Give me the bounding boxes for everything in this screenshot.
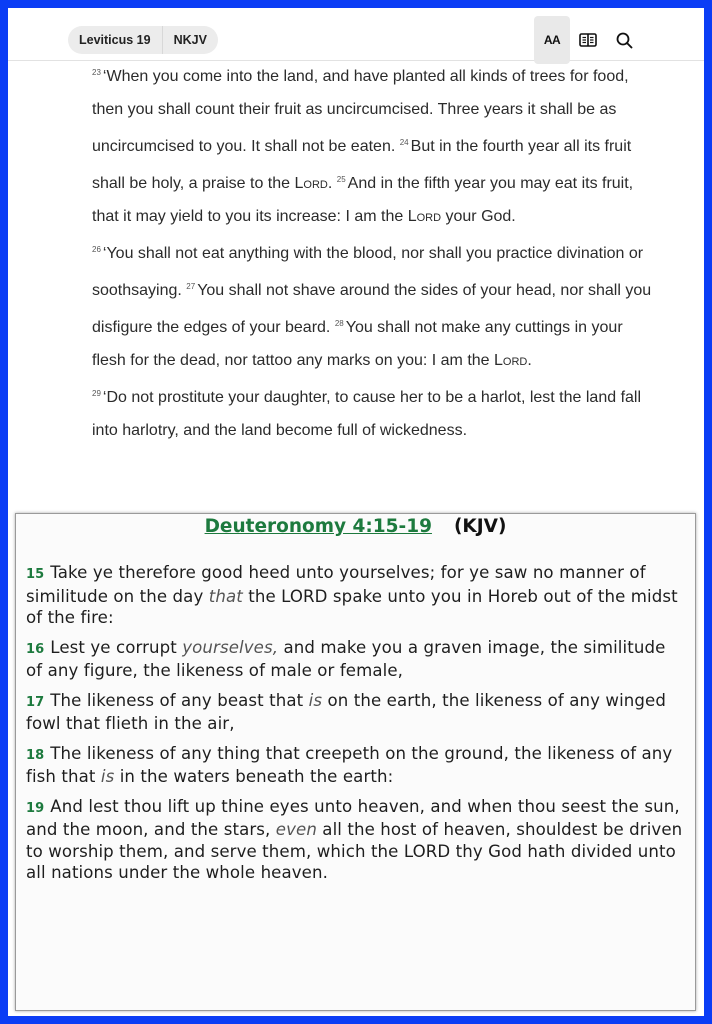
verse-text: ‘Do not prostitute your daughter, to cause her to be a harlot, lest the land fall into harlotry, and the land become full of wickedness. bbox=[92, 389, 642, 439]
verse-number: 23 bbox=[92, 68, 101, 77]
verse-text: And lest thou lift up thine eyes unto heaven, and when thou seest the sun, and the moon, and the stars, bbox=[26, 796, 680, 839]
lord-smallcaps: Lord bbox=[494, 352, 528, 369]
paragraph bbox=[74, 377, 654, 447]
italic-word: yourselves, bbox=[182, 637, 279, 657]
nkjv-passage bbox=[74, 56, 654, 447]
kjv-verse-16 bbox=[26, 637, 686, 682]
verse-text: your God. bbox=[441, 208, 516, 225]
verse-text: You shall not shave around the sides of your head, nor shall you disfigure the edges of your beard. bbox=[92, 282, 652, 336]
paragraph bbox=[74, 233, 654, 377]
verse-number: 28 bbox=[334, 319, 344, 328]
verse-text: on the earth, the likeness of any winged fowl that flieth in the air, bbox=[26, 690, 666, 733]
verse-number: 15 bbox=[26, 567, 45, 582]
verse-text: ‘When you come into the land, and have planted all kinds of trees for food, then you shall count their fruit as uncircumcised. Three years it shall be as uncircumcised to you. It shall not be eaten. bbox=[92, 68, 629, 155]
book-chapter-button[interactable]: Leviticus 19 bbox=[79, 33, 151, 47]
verse-number: 16 bbox=[26, 641, 45, 657]
verse-number: 17 bbox=[26, 694, 45, 710]
verse-text: all the host of heaven, shouldest be driven to worship them, and serve them, which the LORD thy God hath divided unto all nations under the whole heaven. bbox=[26, 820, 683, 882]
verse-text: the LORD spake unto you in Horeb out of the midst of the fire: bbox=[26, 586, 678, 627]
kjv-verse-17 bbox=[26, 690, 686, 735]
verse-number: 24 bbox=[399, 138, 409, 147]
verse-text: . bbox=[527, 352, 532, 369]
font-size-icon: AA bbox=[543, 33, 561, 47]
verse-text: ‘You shall not eat anything with the blood, nor shall you practice divination or soothsaying. bbox=[92, 245, 644, 299]
verse-number: 18 bbox=[26, 747, 45, 763]
verse-29[interactable] bbox=[92, 389, 641, 439]
italic-word: is bbox=[100, 767, 115, 786]
verse-text: . bbox=[327, 175, 333, 192]
verse-number: 27 bbox=[186, 282, 196, 291]
reference-pill bbox=[68, 26, 218, 54]
verse-text: in the waters beneath the earth: bbox=[114, 767, 394, 786]
verse-number: 26 bbox=[92, 245, 101, 254]
kjv-comparison-panel bbox=[15, 513, 696, 1011]
kjv-verse-15 bbox=[26, 562, 686, 629]
verse-text: and make you a graven image, the similitude of any figure, the likeness of male or female, bbox=[26, 637, 666, 680]
kjv-translation-label: (KJV) bbox=[453, 516, 507, 537]
kjv-verse-19 bbox=[26, 796, 686, 884]
verse-text: The likeness of any thing that creepeth on the ground, the likeness of any fish that bbox=[26, 743, 673, 786]
italic-word: that bbox=[208, 586, 243, 606]
italic-word: is bbox=[308, 690, 323, 710]
italic-word: even bbox=[275, 820, 317, 839]
verse-number: 29 bbox=[92, 389, 101, 398]
book-open-icon bbox=[579, 33, 597, 47]
verse-text: Take ye therefore good heed unto yourselves; for ye saw no manner of similitude on the day bbox=[26, 563, 646, 606]
kjv-passage bbox=[26, 562, 686, 892]
verse-text: But in the fourth year all its fruit shall be holy, a praise to the bbox=[92, 138, 632, 192]
verse-number: 25 bbox=[336, 175, 346, 184]
kjv-panel-title bbox=[16, 516, 695, 537]
lord-smallcaps: Lord bbox=[407, 208, 442, 225]
kjv-verse-18 bbox=[26, 743, 686, 788]
verse-number: 19 bbox=[26, 800, 45, 816]
verse-text: Lest ye corrupt bbox=[50, 637, 183, 657]
lord-smallcaps: Lord bbox=[294, 175, 328, 192]
kjv-reference: Deuteronomy 4:15-19 bbox=[204, 516, 432, 537]
translation-button[interactable]: NKJV bbox=[173, 33, 207, 47]
verse-text: The likeness of any beast that bbox=[50, 690, 309, 710]
paragraph bbox=[74, 56, 654, 233]
search-icon bbox=[616, 32, 633, 49]
verse-text: You shall not make any cuttings in your flesh for the dead, nor tattoo any marks on you: I am the bbox=[92, 319, 623, 369]
verse-text: And in the fifth year you may eat its fruit, that it may yield to you its increase: I am the bbox=[92, 175, 634, 225]
reader-header bbox=[8, 8, 704, 61]
